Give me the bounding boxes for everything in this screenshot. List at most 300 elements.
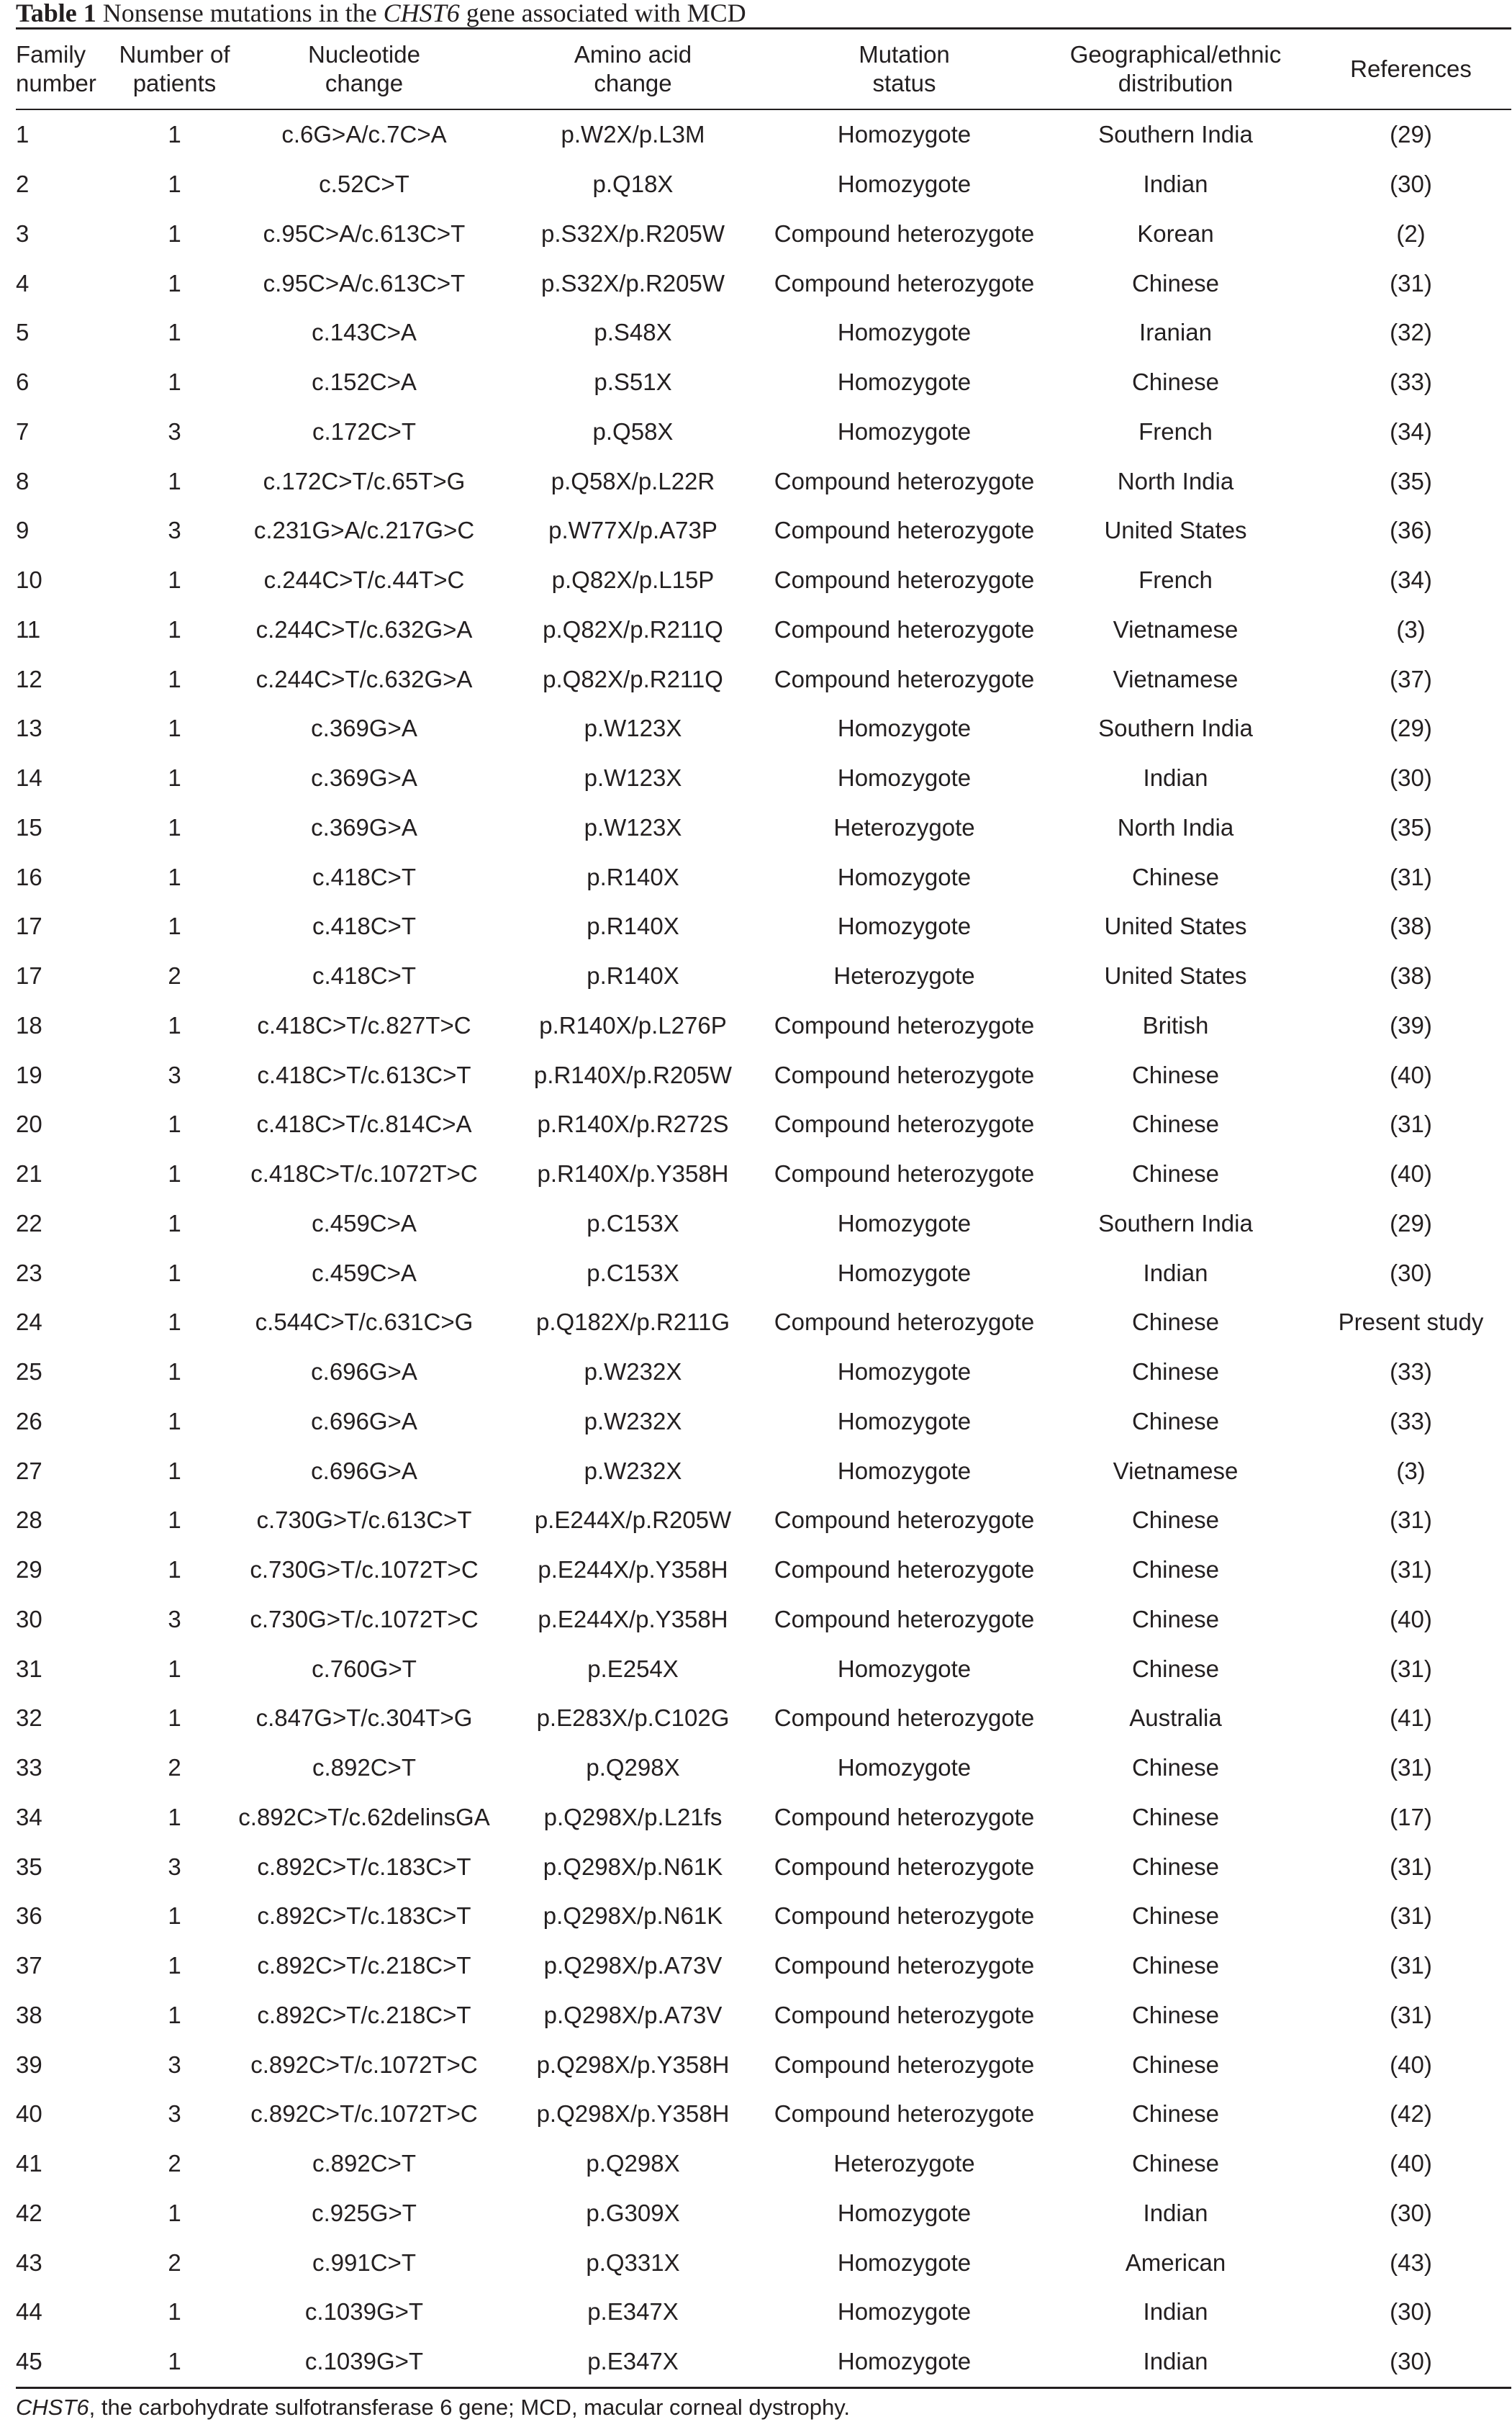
cell-nucleotide-change: c.847G>T/c.304T>G [255, 1704, 473, 1732]
cell-nucleotide-change: c.231G>A/c.217G>C [253, 517, 475, 544]
cell-number-of-patients: 2 [168, 962, 181, 990]
cell-nucleotide-change: c.418C>T [312, 962, 416, 990]
cell-number-of-patients: 3 [168, 417, 181, 445]
cell-number-of-patients: 1 [168, 1556, 181, 1583]
cell-mutation-status: Heterozygote [833, 962, 975, 990]
cell-number-of-patients: 3 [168, 1605, 181, 1632]
header-family-number: Family number [16, 29, 119, 110]
cell-number-of-patients: 1 [168, 269, 181, 297]
cell-mutation-status: Compound heterozygote [774, 467, 1035, 494]
cell-nucleotide-change: c.172C>T/c.65T>G [263, 467, 466, 494]
cell-amino-acid-change: p.W232X [584, 1407, 682, 1434]
table-row [16, 1595, 1511, 1645]
cell-family-number: 44 [16, 2298, 42, 2326]
cell-nucleotide-change: c.244C>T/c.632G>A [255, 665, 473, 692]
cell-number-of-patients: 1 [168, 2348, 181, 2375]
cell-references: (3) [1396, 615, 1426, 643]
cell-family-number: 9 [16, 517, 30, 544]
cell-geographical-distribution: Chinese [1131, 2100, 1220, 2128]
cell-references: (32) [1390, 319, 1432, 346]
cell-mutation-status: Homozygote [837, 121, 972, 148]
cell-amino-acid-change: p.G309X [586, 2199, 680, 2226]
cell-geographical-distribution: Chinese [1131, 2150, 1220, 2177]
cell-references: (30) [1390, 2298, 1432, 2326]
cell-number-of-patients: 1 [168, 319, 181, 346]
cell-geographical-distribution: Chinese [1131, 269, 1220, 297]
cell-amino-acid-change: p.E347X [587, 2348, 679, 2375]
header-mutation-status: Mutation status [768, 29, 1041, 110]
cell-amino-acid-change: p.E347X [587, 2298, 679, 2326]
cell-family-number: 17 [16, 962, 42, 990]
cell-references: (34) [1390, 417, 1432, 445]
table-row [16, 1694, 1511, 1743]
table-row [16, 704, 1511, 754]
cell-mutation-status: Compound heterozygote [774, 517, 1035, 544]
cell-references: (31) [1390, 269, 1432, 297]
cell-amino-acid-change: p.W123X [584, 813, 682, 841]
table-row [16, 1050, 1511, 1100]
cell-amino-acid-change: p.E244X/p.Y358H [538, 1556, 728, 1583]
cell-family-number: 41 [16, 2150, 42, 2177]
cell-geographical-distribution: Chinese [1131, 1754, 1220, 1781]
cell-mutation-status: Compound heterozygote [774, 1704, 1035, 1732]
cell-amino-acid-change: p.E283X/p.C102G [536, 1704, 730, 1732]
cell-references: (41) [1390, 1704, 1432, 1732]
cell-family-number: 10 [16, 566, 42, 594]
cell-family-number: 38 [16, 2001, 42, 2028]
footnote-gene: CHST6 [16, 2394, 89, 2420]
cell-nucleotide-change: c.730G>T/c.613C>T [256, 1506, 472, 1534]
cell-references: (31) [1390, 1111, 1432, 1138]
table-row [16, 209, 1511, 259]
cell-mutation-status: Homozygote [837, 764, 972, 792]
cell-references: (2) [1396, 220, 1426, 247]
cell-family-number: 31 [16, 1655, 42, 1682]
cell-number-of-patients: 1 [168, 369, 181, 396]
cell-mutation-status: Compound heterozygote [774, 1853, 1035, 1880]
table-row [16, 803, 1511, 853]
cell-geographical-distribution: Chinese [1131, 1803, 1220, 1830]
cell-geographical-distribution: Chinese [1131, 1407, 1220, 1434]
cell-amino-acid-change: p.Q82X/p.R211Q [543, 615, 723, 643]
footnote-text: , the carbohydrate sulfotransferase 6 gene; MCD, macular corneal dystrophy. [89, 2394, 851, 2420]
cell-family-number: 30 [16, 1605, 42, 1632]
cell-amino-acid-change: p.W232X [584, 1358, 682, 1386]
cell-nucleotide-change: c.418C>T/c.827T>C [257, 1011, 471, 1039]
cell-amino-acid-change: p.R140X [587, 913, 679, 940]
cell-family-number: 1 [16, 121, 30, 148]
cell-nucleotide-change: c.369G>A [311, 764, 417, 792]
table-row [16, 605, 1511, 655]
cell-mutation-status: Compound heterozygote [774, 1556, 1035, 1583]
table-row [16, 456, 1511, 506]
cell-nucleotide-change: c.892C>T/c.183C>T [257, 1902, 471, 1930]
cell-amino-acid-change: p.R140X [587, 863, 679, 890]
cell-geographical-distribution: Indian [1143, 2298, 1208, 2326]
cell-references: (31) [1390, 1902, 1432, 1930]
table-row [16, 358, 1511, 407]
cell-amino-acid-change: p.C153X [587, 1209, 679, 1237]
table-row [16, 1793, 1511, 1843]
cell-number-of-patients: 1 [168, 1506, 181, 1534]
cell-family-number: 7 [16, 417, 30, 445]
cell-number-of-patients: 1 [168, 566, 181, 594]
cell-family-number: 37 [16, 1952, 42, 1979]
cell-mutation-status: Homozygote [837, 715, 972, 742]
caption-text-after: gene associated with MCD [466, 0, 746, 27]
cell-mutation-status: Compound heterozygote [774, 615, 1035, 643]
cell-nucleotide-change: c.172C>T [312, 417, 416, 445]
table-row [16, 902, 1511, 952]
cell-references: (35) [1390, 813, 1432, 841]
cell-amino-acid-change: p.S48X [594, 319, 672, 346]
cell-nucleotide-change: c.696G>A [311, 1457, 417, 1484]
cell-mutation-status: Homozygote [837, 2348, 972, 2375]
cell-references: (40) [1390, 2051, 1432, 2078]
cell-family-number: 26 [16, 1407, 42, 1434]
cell-geographical-distribution: Vietnamese [1113, 665, 1239, 692]
cell-family-number: 12 [16, 665, 42, 692]
cell-geographical-distribution: United States [1104, 962, 1247, 990]
cell-references: (31) [1390, 1853, 1432, 1880]
cell-family-number: 14 [16, 764, 42, 792]
table-header [16, 29, 1511, 110]
cell-references: (36) [1390, 517, 1432, 544]
cell-references: (31) [1390, 1506, 1432, 1534]
cell-geographical-distribution: Chinese [1131, 369, 1220, 396]
cell-mutation-status: Homozygote [837, 863, 972, 890]
cell-geographical-distribution: Australia [1129, 1704, 1222, 1732]
cell-geographical-distribution: Chinese [1131, 1506, 1220, 1534]
cell-family-number: 43 [16, 2249, 42, 2276]
cell-references: (30) [1390, 2348, 1432, 2375]
cell-geographical-distribution: French [1138, 417, 1213, 445]
cell-geographical-distribution: Iranian [1139, 319, 1212, 346]
cell-geographical-distribution: Chinese [1131, 1605, 1220, 1632]
table-row [16, 1743, 1511, 1793]
cell-family-number: 11 [16, 615, 41, 643]
cell-mutation-status: Homozygote [837, 1754, 972, 1781]
cell-amino-acid-change: p.Q298X/p.Y358H [536, 2051, 730, 2078]
cell-amino-acid-change: p.R140X [587, 962, 679, 990]
cell-references: (17) [1390, 1803, 1432, 1830]
cell-mutation-status: Homozygote [837, 417, 972, 445]
cell-geographical-distribution: Chinese [1131, 1111, 1220, 1138]
cell-family-number: 17 [16, 913, 42, 940]
cell-references: (31) [1390, 863, 1432, 890]
cell-nucleotide-change: c.244C>T/c.632G>A [255, 615, 473, 643]
cell-family-number: 39 [16, 2051, 42, 2078]
table-row [16, 407, 1511, 457]
table-row [16, 2040, 1511, 2089]
cell-nucleotide-change: c.892C>T/c.183C>T [257, 1853, 471, 1880]
cell-family-number: 18 [16, 1011, 42, 1039]
cell-number-of-patients: 1 [168, 1952, 181, 1979]
cell-number-of-patients: 1 [168, 467, 181, 494]
cell-family-number: 27 [16, 1457, 42, 1484]
cell-references: (43) [1390, 2249, 1432, 2276]
cell-number-of-patients: 1 [168, 615, 181, 643]
cell-geographical-distribution: Chinese [1131, 1309, 1220, 1336]
cell-nucleotide-change: c.418C>T/c.814C>A [256, 1111, 472, 1138]
cell-references: (3) [1396, 1457, 1426, 1484]
cell-number-of-patients: 1 [168, 1655, 181, 1682]
cell-nucleotide-change: c.418C>T/c.1072T>C [250, 1160, 478, 1188]
cell-references: (33) [1390, 1358, 1432, 1386]
cell-nucleotide-change: c.95C>A/c.613C>T [263, 220, 466, 247]
cell-mutation-status: Compound heterozygote [774, 1803, 1035, 1830]
table-row [16, 2139, 1511, 2189]
cell-geographical-distribution: Chinese [1131, 2051, 1220, 2078]
cell-amino-acid-change: p.C153X [587, 1259, 679, 1286]
cell-mutation-status: Homozygote [837, 1407, 972, 1434]
cell-references: (30) [1390, 1259, 1432, 1286]
cell-mutation-status: Compound heterozygote [774, 665, 1035, 692]
table-row [16, 308, 1511, 358]
cell-family-number: 36 [16, 1902, 42, 1930]
cell-amino-acid-change: p.W123X [584, 715, 682, 742]
cell-nucleotide-change: c.52C>T [319, 171, 409, 198]
cell-amino-acid-change: p.R140X/p.Y358H [537, 1160, 729, 1188]
cell-mutation-status: Compound heterozygote [774, 1309, 1035, 1336]
cell-amino-acid-change: p.W77X/p.A73P [548, 517, 717, 544]
cell-mutation-status: Heterozygote [833, 813, 975, 841]
cell-references: (40) [1390, 2150, 1432, 2177]
mutations-table [16, 27, 1511, 2389]
cell-mutation-status: Compound heterozygote [774, 2001, 1035, 2028]
table-row [16, 160, 1511, 209]
cell-references: (40) [1390, 1605, 1432, 1632]
cell-references: (34) [1390, 566, 1432, 594]
cell-mutation-status: Homozygote [837, 171, 972, 198]
table-caption [16, 0, 1512, 27]
cell-mutation-status: Homozygote [837, 1209, 972, 1237]
cell-mutation-status: Compound heterozygote [774, 1011, 1035, 1039]
cell-family-number: 29 [16, 1556, 42, 1583]
cell-number-of-patients: 1 [168, 1704, 181, 1732]
cell-mutation-status: Homozygote [837, 2298, 972, 2326]
table-row [16, 1545, 1511, 1595]
table-row [16, 556, 1511, 605]
cell-family-number: 15 [16, 813, 42, 841]
cell-mutation-status: Compound heterozygote [774, 2051, 1035, 2078]
cell-geographical-distribution: Chinese [1131, 1655, 1220, 1682]
table-row [16, 1149, 1511, 1199]
cell-geographical-distribution: Indian [1143, 2199, 1208, 2226]
table-row [16, 2337, 1511, 2387]
cell-family-number: 40 [16, 2100, 42, 2128]
table-row [16, 258, 1511, 308]
cell-number-of-patients: 1 [168, 1309, 181, 1336]
cell-amino-acid-change: p.Q58X/p.L22R [551, 467, 715, 494]
cell-geographical-distribution: Southern India [1098, 1209, 1253, 1237]
cell-geographical-distribution: Southern India [1098, 715, 1253, 742]
cell-family-number: 25 [16, 1358, 42, 1386]
cell-amino-acid-change: p.W2X/p.L3M [561, 121, 705, 148]
table-row [16, 2089, 1511, 2139]
table-row [16, 2287, 1511, 2337]
cell-references: (30) [1390, 171, 1432, 198]
table-row [16, 109, 1511, 160]
cell-geographical-distribution: Southern India [1098, 121, 1253, 148]
cell-geographical-distribution: Chinese [1131, 1061, 1220, 1088]
cell-number-of-patients: 1 [168, 121, 181, 148]
cell-number-of-patients: 1 [168, 2298, 181, 2326]
cell-mutation-status: Compound heterozygote [774, 1506, 1035, 1534]
cell-references: (30) [1390, 2199, 1432, 2226]
cell-references: (29) [1390, 121, 1432, 148]
cell-mutation-status: Homozygote [837, 913, 972, 940]
cell-family-number: 16 [16, 863, 42, 890]
cell-number-of-patients: 1 [168, 171, 181, 198]
table-row [16, 1100, 1511, 1149]
cell-number-of-patients: 3 [168, 2051, 181, 2078]
cell-geographical-distribution: Chinese [1131, 1160, 1220, 1188]
cell-mutation-status: Compound heterozygote [774, 566, 1035, 594]
cell-references: (42) [1390, 2100, 1432, 2128]
table-footnote [16, 2393, 1512, 2422]
cell-family-number: 3 [16, 220, 30, 247]
cell-amino-acid-change: p.Q298X/p.N61K [543, 1902, 723, 1930]
cell-references: (33) [1390, 369, 1432, 396]
cell-mutation-status: Compound heterozygote [774, 1111, 1035, 1138]
cell-nucleotide-change: c.459C>A [312, 1259, 417, 1286]
cell-nucleotide-change: c.152C>A [312, 369, 417, 396]
table-row [16, 1842, 1511, 1892]
cell-references: (40) [1390, 1160, 1432, 1188]
cell-geographical-distribution: Vietnamese [1113, 615, 1239, 643]
cell-amino-acid-change: p.Q82X/p.R211Q [543, 665, 723, 692]
cell-references: (39) [1390, 1011, 1432, 1039]
cell-amino-acid-change: p.E254X [587, 1655, 679, 1682]
cell-references: (40) [1390, 1061, 1432, 1088]
cell-amino-acid-change: p.Q82X/p.L15P [551, 566, 715, 594]
cell-family-number: 23 [16, 1259, 42, 1286]
cell-family-number: 5 [16, 319, 30, 346]
cell-family-number: 20 [16, 1111, 42, 1138]
cell-geographical-distribution: Korean [1137, 220, 1214, 247]
cell-geographical-distribution: Chinese [1131, 1358, 1220, 1386]
cell-mutation-status: Homozygote [837, 319, 972, 346]
cell-references: (30) [1390, 764, 1432, 792]
table-row [16, 1496, 1511, 1545]
cell-nucleotide-change: c.369G>A [311, 813, 417, 841]
cell-nucleotide-change: c.418C>T [312, 913, 416, 940]
table-row [16, 654, 1511, 704]
cell-mutation-status: Homozygote [837, 369, 972, 396]
cell-geographical-distribution: United States [1104, 517, 1247, 544]
table-row [16, 1347, 1511, 1397]
cell-number-of-patients: 1 [168, 813, 181, 841]
cell-geographical-distribution: French [1138, 566, 1213, 594]
cell-amino-acid-change: p.Q298X/p.N61K [543, 1853, 723, 1880]
cell-nucleotide-change: c.892C>T/c.218C>T [257, 1952, 471, 1979]
cell-number-of-patients: 3 [168, 1061, 181, 1088]
cell-number-of-patients: 1 [168, 764, 181, 792]
cell-amino-acid-change: p.R140X/p.R205W [533, 1061, 733, 1088]
cell-nucleotide-change: c.244C>T/c.44T>C [263, 566, 465, 594]
table-row [16, 1991, 1511, 2041]
cell-number-of-patients: 1 [168, 1358, 181, 1386]
cell-amino-acid-change: p.Q331X [586, 2249, 680, 2276]
cell-references: (35) [1390, 467, 1432, 494]
cell-nucleotide-change: c.760G>T [312, 1655, 417, 1682]
cell-amino-acid-change: p.R140X/p.R272S [537, 1111, 729, 1138]
cell-nucleotide-change: c.892C>T/c.62delinsGA [238, 1803, 490, 1830]
cell-nucleotide-change: c.6G>A/c.7C>A [281, 121, 447, 148]
cell-mutation-status: Compound heterozygote [774, 1061, 1035, 1088]
cell-nucleotide-change: c.730G>T/c.1072T>C [250, 1605, 479, 1632]
table-row [16, 852, 1511, 902]
table-row [16, 754, 1511, 803]
cell-nucleotide-change: c.696G>A [311, 1358, 417, 1386]
cell-amino-acid-change: p.Q298X [586, 1754, 680, 1781]
cell-nucleotide-change: c.95C>A/c.613C>T [263, 269, 466, 297]
cell-references: (38) [1390, 913, 1432, 940]
cell-number-of-patients: 1 [168, 1160, 181, 1188]
cell-geographical-distribution: Chinese [1131, 863, 1220, 890]
cell-number-of-patients: 1 [168, 2001, 181, 2028]
cell-geographical-distribution: Indian [1143, 764, 1208, 792]
cell-amino-acid-change: p.Q182X/p.R211G [535, 1309, 730, 1336]
cell-geographical-distribution: American [1125, 2249, 1226, 2276]
cell-family-number: 42 [16, 2199, 42, 2226]
cell-number-of-patients: 1 [168, 2199, 181, 2226]
cell-geographical-distribution: Indian [1143, 171, 1208, 198]
table-row [16, 1248, 1511, 1298]
cell-references: (33) [1390, 1407, 1432, 1434]
cell-geographical-distribution: British [1142, 1011, 1209, 1039]
cell-family-number: 21 [16, 1160, 42, 1188]
cell-number-of-patients: 1 [168, 1803, 181, 1830]
cell-nucleotide-change: c.730G>T/c.1072T>C [250, 1556, 479, 1583]
cell-number-of-patients: 1 [168, 1209, 181, 1237]
cell-geographical-distribution: Chinese [1131, 1853, 1220, 1880]
cell-mutation-status: Compound heterozygote [774, 1160, 1035, 1188]
cell-amino-acid-change: p.W232X [584, 1457, 682, 1484]
cell-geographical-distribution: Vietnamese [1113, 1457, 1239, 1484]
cell-amino-acid-change: p.R140X/p.L276P [539, 1011, 727, 1039]
cell-amino-acid-change: p.S51X [594, 369, 672, 396]
cell-references: (29) [1390, 1209, 1432, 1237]
cell-nucleotide-change: c.892C>T [312, 1754, 416, 1781]
cell-nucleotide-change: c.143C>A [312, 319, 417, 346]
cell-references: (31) [1390, 1655, 1432, 1682]
cell-amino-acid-change: p.S32X/p.R205W [541, 269, 725, 297]
cell-mutation-status: Homozygote [837, 1259, 972, 1286]
cell-mutation-status: Compound heterozygote [774, 1952, 1035, 1979]
cell-nucleotide-change: c.892C>T/c.218C>T [257, 2001, 471, 2028]
table-row [16, 1397, 1511, 1447]
cell-number-of-patients: 3 [168, 2100, 181, 2128]
cell-number-of-patients: 1 [168, 715, 181, 742]
cell-family-number: 2 [16, 171, 30, 198]
table-row [16, 1941, 1511, 1991]
cell-amino-acid-change: p.Q18X [592, 171, 674, 198]
cell-number-of-patients: 1 [168, 863, 181, 890]
cell-amino-acid-change: p.S32X/p.R205W [541, 220, 725, 247]
table-row [16, 1446, 1511, 1496]
cell-family-number: 8 [16, 467, 30, 494]
cell-references: (37) [1390, 665, 1432, 692]
header-number-of-patients: Number of patients [119, 29, 230, 110]
cell-amino-acid-change: p.E244X/p.Y358H [538, 1605, 728, 1632]
caption-text-before: Nonsense mutations in the [102, 0, 377, 27]
cell-nucleotide-change: c.1039G>T [304, 2348, 424, 2375]
table-row [16, 506, 1511, 556]
cell-family-number: 35 [16, 1853, 42, 1880]
cell-geographical-distribution: Indian [1143, 1259, 1208, 1286]
